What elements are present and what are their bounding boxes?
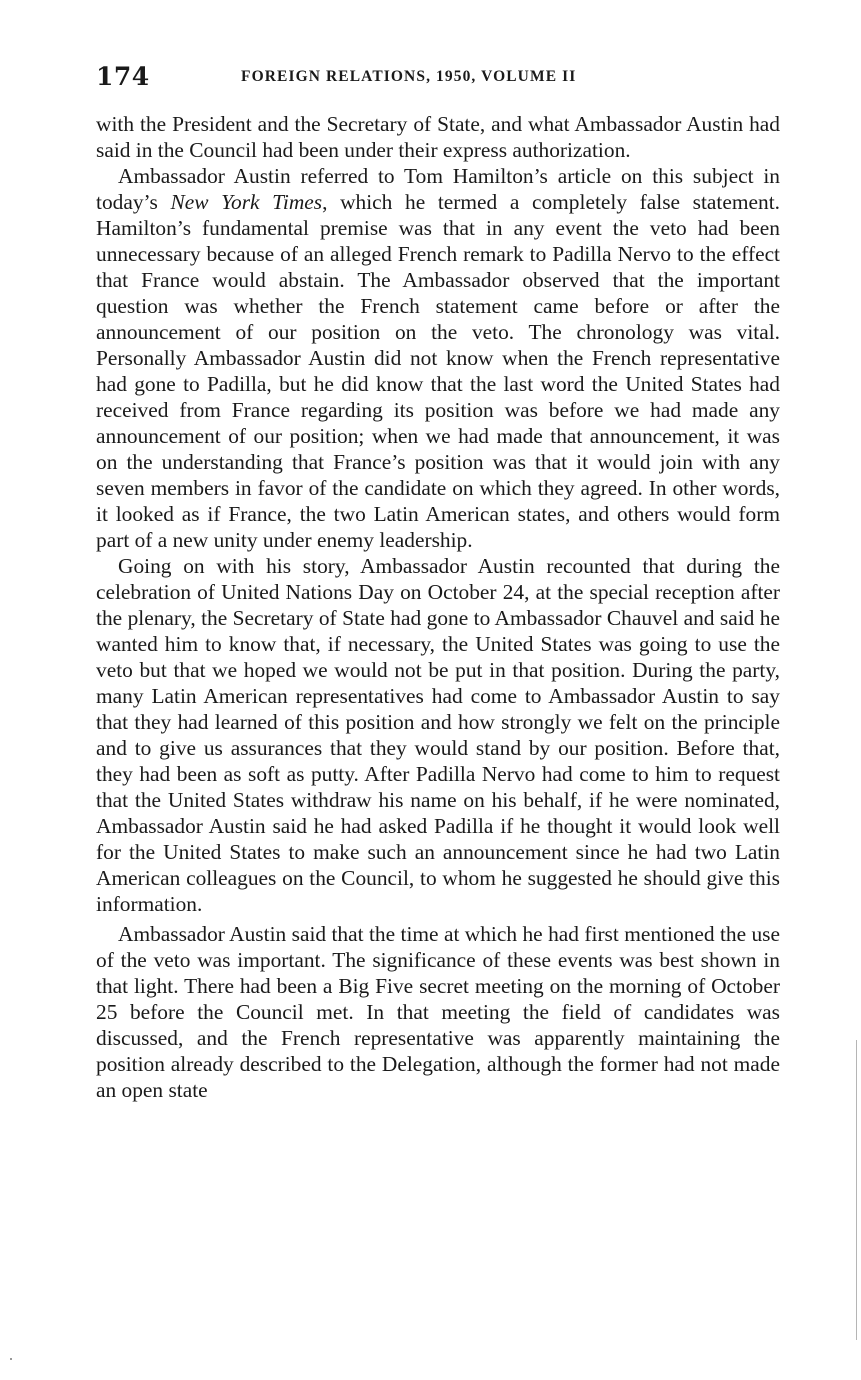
paragraph-2-text-after: , which he termed a completely false statement. Hamilton’s fundamental premise was that in any event the veto had been unnecessary because of an alleged French remark to Padilla Nervo to the effect that France would abstain. The Ambassador observed that the important question was whether the French statement came before or after the announcement of our position on the veto. The chronology was vital. Personally Ambassador Austin did not know when the French representative had gone to Padilla, but he did know that the last word the United States had received from France regarding its position was before we had made any announcement of our position; when we had made that announcement, it was on the understanding that France’s position was that it would join with any seven members in favor of the candidate on which they agreed. In other words, it looked as if France, the two Latin American states, and others would form part of a new unity under enemy leadership. bbox=[96, 190, 780, 552]
paragraph-4-text: Ambassador Austin said that the time at which he had first mentioned the use of the veto was important. The significance of these events was best shown in that light. There had been a Big Five secret meeting on the morning of October 25 before the Council met. In that meeting the field of candidates was discussed, and the French representative was apparently maintaining the position already described to the Delegation, although the former had not made an open state bbox=[96, 922, 780, 1102]
paragraph-3-text: Going on with his story, Ambassador Austin recounted that during the celebration of United Nations Day on October 24, at the special reception after the plenary, the Secretary of State had gone to Ambassador Chauvel and said he wanted him to know that, if necessary, the United States was going to use the veto but that we hoped we would not be put in that position. During the party, many Latin American representatives had come to Ambassador Austin to say that they had learned of this position and how strongly we felt on the principle and to give us assurances that they would stand by our position. Before that, they had been as soft as putty. After Padilla Nervo had come to him to request that the United States withdraw his name on his behalf, if he were nominated, Ambassador Austin said he had asked Padilla if he thought it would look well for the United States to make such an announcement since he had two Latin American colleagues on the Council, to whom he suggested he should give this information. bbox=[96, 554, 780, 916]
page-number: 174 bbox=[96, 62, 150, 91]
newspaper-title: New York Times bbox=[170, 190, 323, 214]
paragraph-2 bbox=[96, 163, 780, 553]
scan-speck bbox=[10, 1358, 12, 1360]
paragraph-2-text-before: Ambassador Austin referred to Tom Hamilton’s article on this subject in today’s bbox=[96, 164, 780, 214]
paragraph-4 bbox=[96, 921, 780, 1103]
paragraph-1-text: with the President and the Secretary of State, and what Ambassador Austin had said in the Council had been under their express authorization. bbox=[96, 112, 780, 162]
running-head: FOREIGN RELATIONS, 1950, VOLUME II bbox=[241, 68, 577, 85]
page-header bbox=[96, 62, 780, 96]
body-text bbox=[96, 111, 780, 1103]
paragraph-3 bbox=[96, 553, 780, 917]
scan-edge-line bbox=[856, 1040, 857, 1340]
paragraph-1 bbox=[96, 111, 780, 163]
